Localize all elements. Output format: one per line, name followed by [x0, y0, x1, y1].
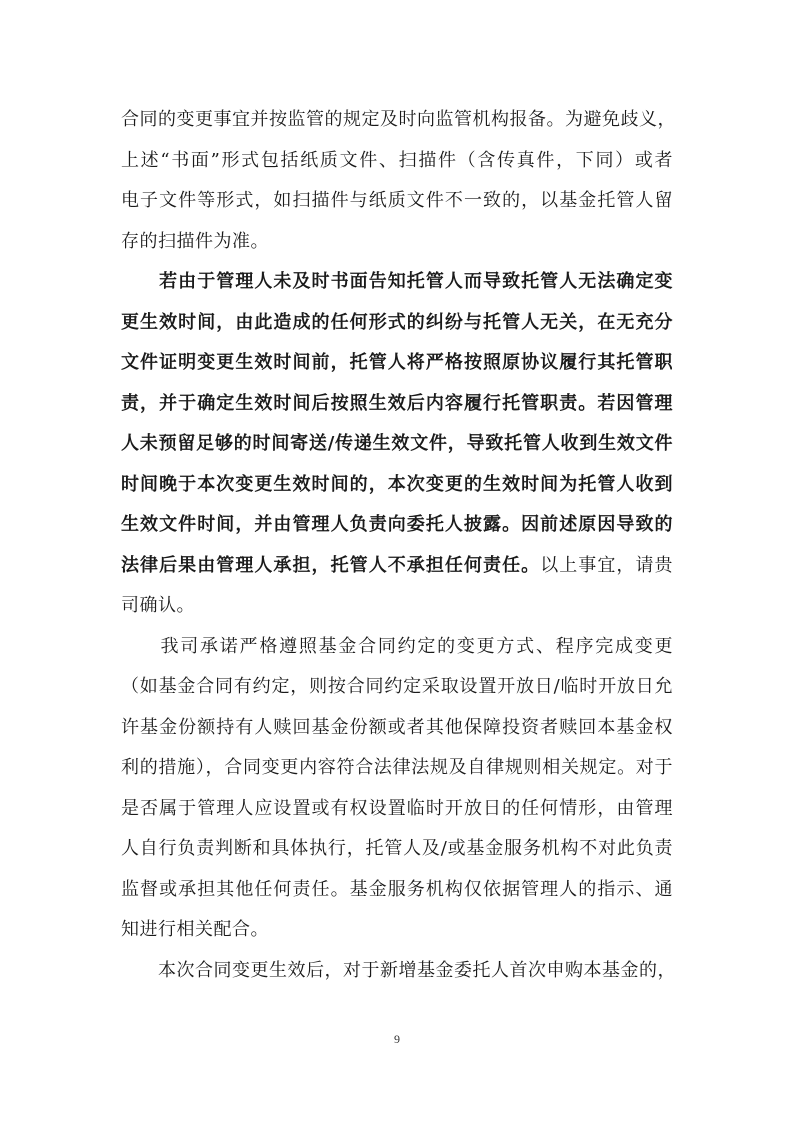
body-text: 以上事宜，请贵 — [540, 554, 674, 576]
text-line — [121, 748, 673, 789]
body-text: （如基金合同有约定，则按合同约定采取设置开放日/临时开放日允 — [121, 676, 673, 697]
body-text: 人自行负责判断和具体执行，托管人及/或基金服务机构不对此负责 — [121, 838, 673, 859]
bold-text: 更生效时间，由此造成的任何形式的纠纷与托管人无关，在无充分 — [121, 311, 673, 333]
text-line — [121, 141, 673, 182]
text-line — [121, 829, 673, 870]
body-text: 上述“书面”形式包括纸质文件、扫描件（含传真件，下同）或者 — [121, 149, 673, 171]
text-line — [121, 910, 673, 951]
body-text: 我司承诺严格遵照基金合同约定的变更方式、程序完成变更 — [121, 635, 673, 657]
text-line — [121, 262, 673, 303]
text-line — [121, 505, 673, 546]
bold-text: 文件证明变更生效时间前，托管人将严格按照原协议履行其托管职 — [121, 352, 673, 373]
body-text: 利的措施），合同变更内容符合法律法规及自律规则相关规定。对于 — [121, 757, 673, 778]
body-text: 是否属于管理人应设置或有权设置临时开放日的任何情形，由管理 — [121, 797, 673, 819]
paragraph — [121, 262, 673, 627]
body-text: 司确认。 — [121, 595, 195, 616]
body-text: 存的扫描件为准。 — [121, 230, 269, 252]
bold-text: 生效文件时间，并由管理人负责向委托人披露。因前述原因导致的 — [121, 514, 673, 535]
body-text: 许基金份额持有人赎回基金份额或者其他保障投资者赎回本基金权 — [121, 716, 673, 738]
text-line — [121, 384, 673, 425]
paragraph — [121, 627, 673, 951]
bold-text: 法律后果由管理人承担，托管人不承担任何责任。 — [121, 554, 541, 576]
text-line — [121, 303, 673, 344]
text-line — [121, 343, 673, 384]
body-text: 合同的变更事宜并按监管的规定及时向监管机构报备。为避免歧义， — [121, 109, 676, 130]
text-line — [121, 100, 676, 141]
text-line — [121, 870, 673, 911]
body-text: 电子文件等形式，如扫描件与纸质文件不一致的，以基金托管人留 — [121, 190, 673, 211]
text-line — [121, 546, 673, 587]
page-number: 9 — [394, 1032, 400, 1046]
bold-text: 若由于管理人未及时书面告知托管人而导致托管人无法确定变 — [121, 271, 673, 292]
text-line — [121, 465, 673, 506]
bold-text: 人未预留足够的时间寄送/传递生效文件，导致托管人收到生效文件 — [121, 433, 673, 454]
body-text: 监督或承担其他任何责任。基金服务机构仅依据管理人的指示、通 — [121, 878, 673, 900]
document-body — [121, 100, 676, 991]
bold-text: 责，并于确定生效时间后按照生效后内容履行托管职责。若因管理 — [121, 392, 673, 414]
bold-text: 时间晚于本次变更生效时间的，本次变更的生效时间为托管人收到 — [121, 473, 673, 495]
text-line — [121, 951, 676, 992]
text-line — [121, 789, 673, 830]
text-line — [121, 424, 673, 465]
text-line — [121, 181, 673, 222]
body-text: 知进行相关配合。 — [121, 919, 269, 940]
body-text: 本次合同变更生效后，对于新增基金委托人首次申购本基金的， — [121, 959, 676, 981]
text-line — [121, 708, 673, 749]
paragraph — [121, 100, 676, 262]
text-line — [121, 667, 673, 708]
text-line — [121, 222, 673, 263]
paragraph — [121, 951, 676, 992]
text-line — [121, 586, 673, 627]
text-line — [121, 627, 673, 668]
